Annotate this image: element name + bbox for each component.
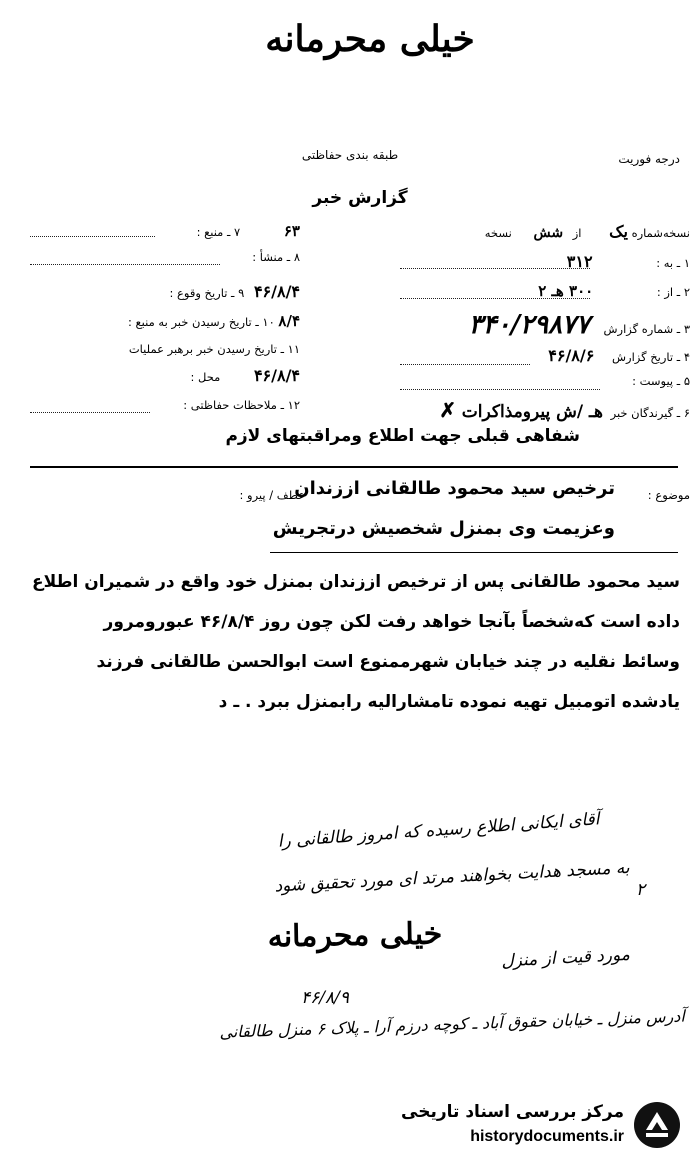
dotted-line [400,364,530,365]
dotted-line [30,236,155,237]
dotted-line [30,412,150,413]
divider [30,466,678,468]
field-source-received-value: ۸/۴ [278,312,300,330]
copy-of: از [572,226,582,240]
body-line-3: وسائط نقلیه در چند خیابان شهرممنوع است ابوالحسن طالقانی فرزند [96,652,680,672]
subject-label: موضوع : [647,488,690,502]
handwritten-note-1: آقای ایکانی اطلاع رسیده که امروز طالقانی را [277,809,601,852]
dotted-line [400,389,600,390]
field-recipients [330,398,690,422]
field-to-value: ۳۱۲ [566,252,593,271]
field-report-number-value: ۳۴۰/۲۹۸۷۷ [468,310,590,340]
report-title: گزارش خبر [312,188,408,208]
field-from-value: ۳۰۰ هـ ۲ [538,282,594,300]
field-leader-received-sub: محل : [190,370,221,384]
archive-emblem-icon [632,1100,682,1150]
instruction-line: شفاهی قبلی جهت اطلاع ومراقبتهای لازم [225,426,580,446]
field-leader-received-row2 [30,366,300,385]
field-report-date-label: ۴ ـ تاریخ گزارش [611,350,690,364]
field-attachment [390,374,690,388]
field-leader-received-value: ۴۶/۸/۴ [253,366,300,385]
priority-label: درجه فوریت [618,152,680,166]
classification-stamp-top: خیلی محرمانه [265,18,475,60]
field-from-label: ۲ ـ از : [656,285,690,299]
field-origin [30,250,300,264]
field-event-date-value: ۴۶/۸/۴ [253,282,300,301]
field-attachment-label: ۵ ـ پیوست : [632,374,690,388]
field-leader-received-label: ۱۱ ـ تاریخ رسیدن خبر برهبر عملیات [128,342,300,356]
field-event-date-label: ۹ ـ تاریخ وقوع : [169,286,245,300]
margin-mark: ۲ [635,880,645,900]
field-security-notes-label: ۱۲ ـ ملاحظات حفاظتی : [183,398,300,412]
copy-value: یک [609,222,628,241]
copy-total: شش [533,225,564,241]
handwritten-note-2: به مسجد هدایت بخواهند مرتد ای مورد تحقیق شود [274,857,631,897]
field-report-number [360,310,690,340]
field-source-label: ۷ ـ منبع : [196,225,241,239]
handwritten-date: ۴۶/۸/۹ [301,988,349,1008]
field-report-date [390,346,690,365]
field-recipients-value: هـ /ش پیرومذاکرات [461,402,603,422]
field-recipients-label: ۶ ـ گیرندگان خبر [610,406,690,420]
field-report-number-label: ۳ ـ شماره گزارش [603,322,690,336]
archive-logo [382,1098,682,1156]
dotted-line [400,268,590,269]
field-source-received-label: ۱۰ ـ تاریخ رسیدن خبر به منبع : [128,315,275,329]
archive-name: مرکز بررسی اسناد تاریخی [401,1102,624,1122]
field-event-date [30,282,300,301]
copy-number-row [390,222,690,241]
handwritten-note-3: مورد قیت از منزل [500,944,631,972]
field-source-received [30,312,300,330]
check-mark: ✗ [439,398,457,422]
subject-line-1: ترخیص سید محمود طالقانی اززندان [294,478,615,499]
copy-label: نسخه‌شماره [631,226,690,240]
body-line-2: داده است کەشخصاً بآنجا خواهد رفت لکن چون روز ۴۶/۸/۴ عبورومرور [103,612,680,632]
subject-line-2: وعزیمت وی بمنزل شخصیش درتجریش [272,518,615,539]
handwritten-address: آدرس منزل ـ خیابان حقوق آباد ـ کوچه درزم آرا ـ پلاک ۶ منزل طالقانی [219,1006,686,1042]
divider [270,552,678,553]
classification-stamp-middle: خیلی محرمانه [267,916,443,955]
field-source [30,222,300,240]
field-source-value: ۶۳ [283,222,300,240]
dotted-line [400,298,590,299]
field-security-notes [30,398,300,412]
field-report-date-value: ۴۶/۸/۶ [548,346,595,365]
copy-unit: نسخه [484,226,512,240]
classification-label: طبقه بندی حفاظتی [301,148,399,162]
field-leader-received [30,342,300,356]
body-line-4: یادشده اتومبیل تهیه نموده تامشارالیه رابمنزل ببرد . ـ د [218,692,680,712]
reference-label: عطف / پیرو : [239,488,305,502]
archive-url: historydocuments.ir [470,1128,624,1145]
dotted-line [30,264,220,265]
field-origin-label: ۸ ـ منشأ : [252,250,300,264]
field-to-label: ۱ ـ به : [656,256,690,270]
body-line-1: سید محمود طالقانی پس از ترخیص اززندان بمنزل خود واقع در شمیران اطلاع [31,572,680,592]
